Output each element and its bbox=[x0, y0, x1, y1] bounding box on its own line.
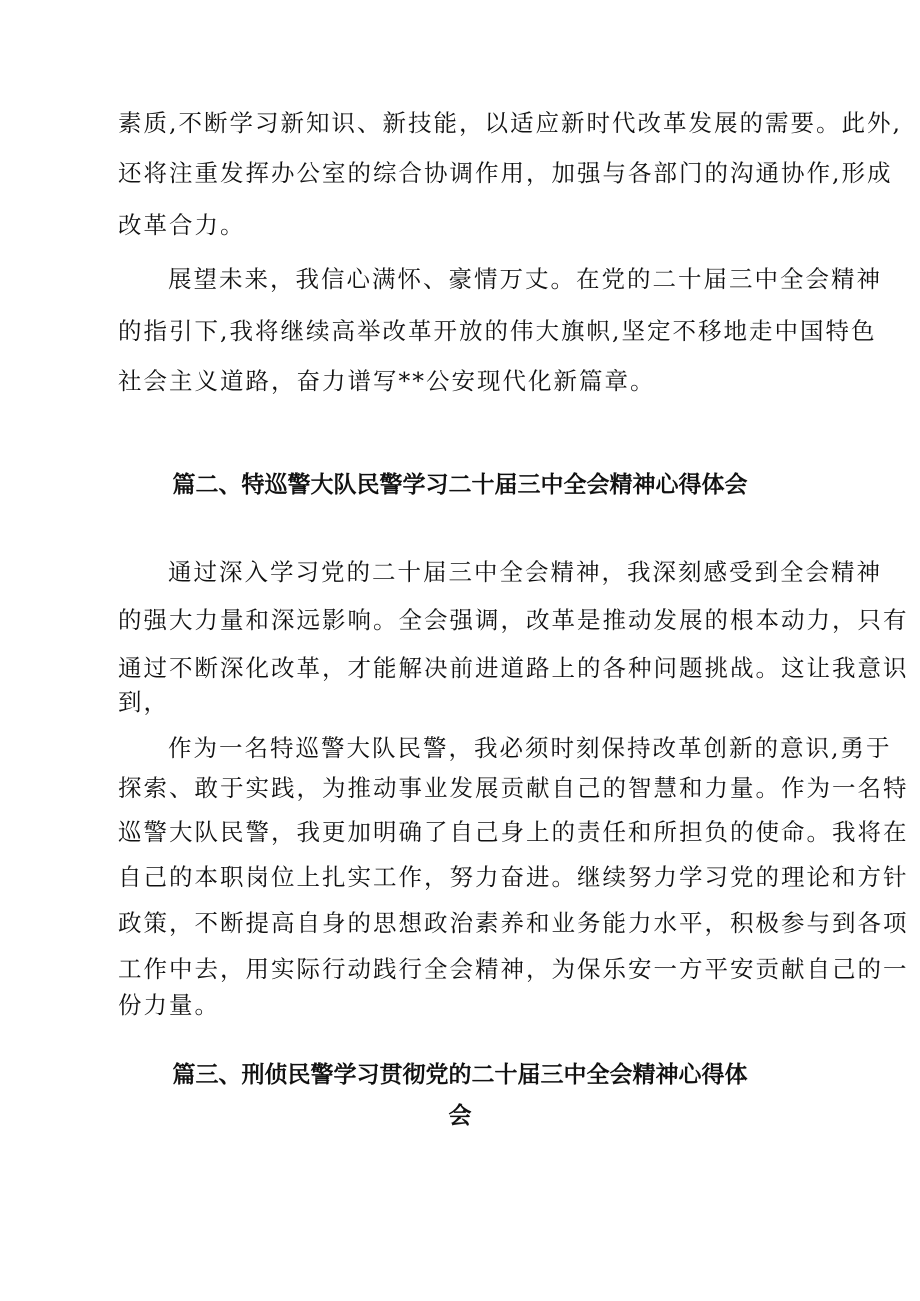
paragraph-line: 份力量。 bbox=[118, 991, 220, 1019]
paragraph-line: 巡警大队民警，我更加明确了自己身上的责任和所担负的使命。我将在 bbox=[118, 818, 909, 846]
paragraph-line: 还将注重发挥办公室的综合协调作用，加强与各部门的沟通协作,形成 bbox=[118, 159, 893, 187]
paragraph-line: 的指引下,我将继续高举改革开放的伟大旗帜,坚定不移地走中国特色 bbox=[118, 317, 877, 345]
section-heading: 篇三、刑侦民警学习贯彻党的二十届三中全会精神心得体 bbox=[172, 1062, 748, 1088]
paragraph-line: 通过不断深化改革，才能解决前进道路上的各种问题挑战。这让我意识 bbox=[118, 654, 909, 682]
paragraph-line: 探索、敢于实践，为推动事业发展贡献自己的智慧和力量。作为一名特 bbox=[118, 774, 909, 802]
paragraph-line: 展望未来，我信心满怀、豪情万丈。在党的二十届三中全会精神 bbox=[168, 265, 882, 293]
paragraph-line: 素质,不断学习新知识、新技能，以适应新时代改革发展的需要。此外, bbox=[118, 109, 902, 137]
section-heading-continuation: 会 bbox=[448, 1103, 472, 1129]
paragraph-line: 自己的本职岗位上扎实工作，努力奋进。继续努力学习党的理论和方针 bbox=[118, 863, 909, 891]
paragraph-line: 工作中去，用实际行动践行全会精神，为保乐安一方平安贡献自己的一 bbox=[118, 955, 909, 983]
paragraph-line: 社会主义道路，奋力谱写**公安现代化新篇章。 bbox=[118, 367, 656, 395]
section-heading: 篇二、特巡警大队民警学习二十届三中全会精神心得体会 bbox=[172, 472, 748, 498]
paragraph-line: 的强大力量和深远影响。全会强调，改革是推动发展的根本动力，只有 bbox=[118, 606, 909, 634]
paragraph-line: 作为一名特巡警大队民警，我必须时刻保持改革创新的意识,勇于 bbox=[168, 734, 892, 762]
paragraph-line: 到， bbox=[118, 688, 169, 716]
paragraph-line: 政策，不断提高自身的思想政治素养和业务能力水平，积极参与到各项 bbox=[118, 909, 909, 937]
paragraph-line: 改革合力。 bbox=[118, 211, 246, 239]
paragraph-line: 通过深入学习党的二十届三中全会精神，我深刻感受到全会精神 bbox=[168, 558, 882, 586]
